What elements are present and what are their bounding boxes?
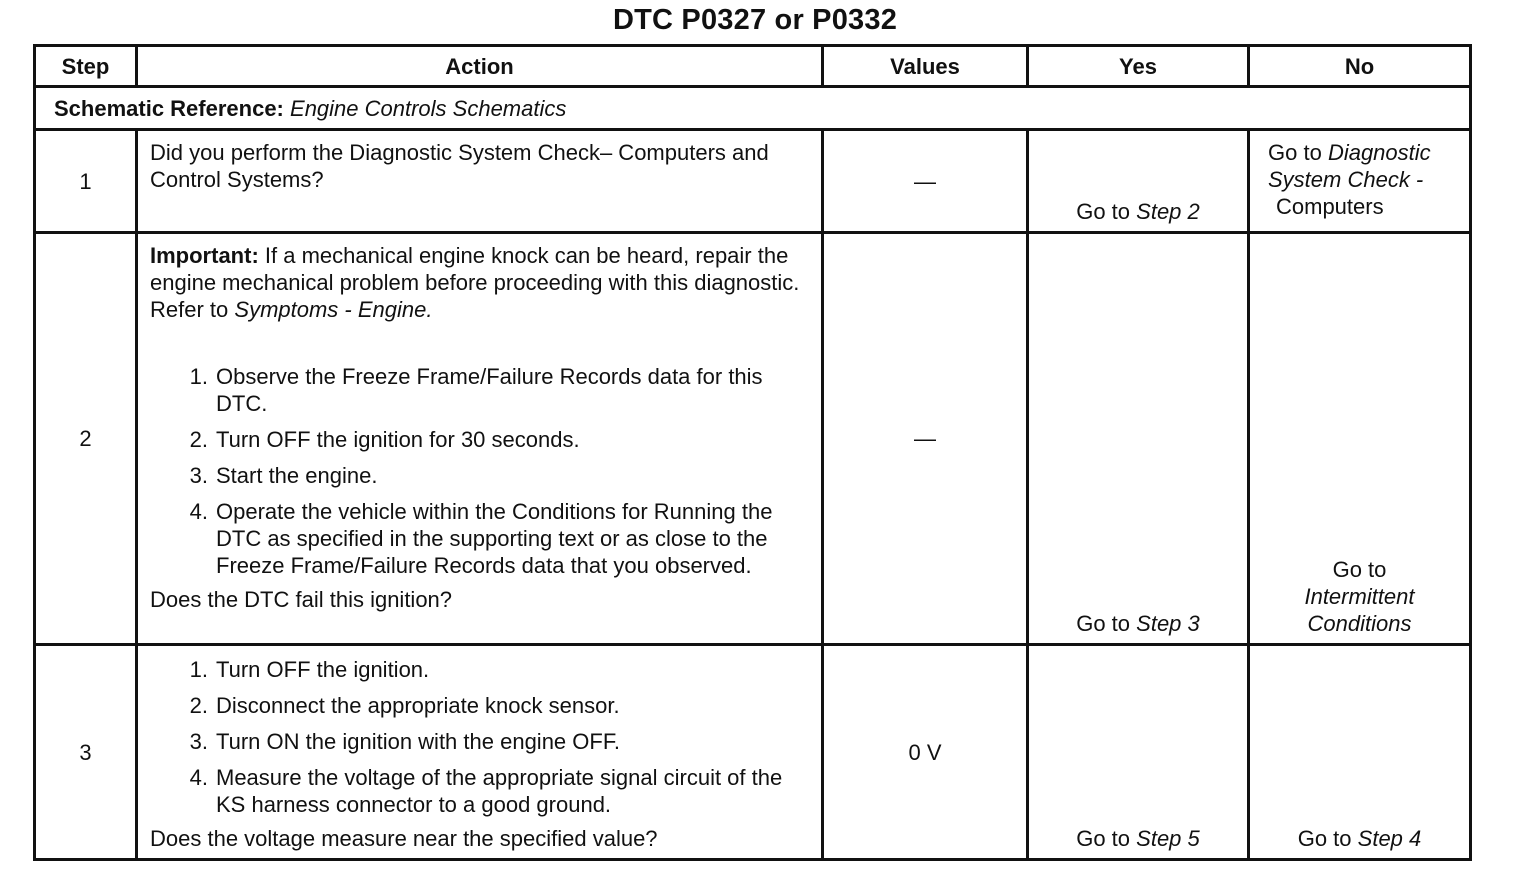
yes-prefix: Go to xyxy=(1076,611,1131,636)
no-prefix: Go to xyxy=(1268,140,1322,165)
values-cell: — xyxy=(823,130,1028,233)
no-cell xyxy=(1249,130,1471,233)
table-row-step-3 xyxy=(35,645,1471,860)
schematic-reference xyxy=(35,87,1471,130)
list-item: 4. Operate the vehicle within the Conditions for Running the DTC as specified in the supporting text or as close to the Freeze Frame/Failure Records data that you observed. xyxy=(189,499,773,578)
values-cell: — xyxy=(823,233,1028,645)
schematic-reference-row xyxy=(35,87,1471,130)
question-text: Does the voltage measure near the specified value? xyxy=(150,826,658,851)
table-row-step-2 xyxy=(35,233,1471,645)
step-number: 1 xyxy=(35,130,137,233)
yes-link[interactable]: Step 2 xyxy=(1136,199,1200,224)
no-link-line2[interactable]: System Check - xyxy=(1268,167,1424,192)
header-step: Step xyxy=(35,46,137,87)
list-item: 2. Turn OFF the ignition for 30 seconds. xyxy=(189,427,580,452)
no-suffix: Computers xyxy=(1276,194,1384,219)
no-link-line1[interactable]: Diagnostic xyxy=(1327,140,1431,165)
diagnostic-table xyxy=(33,44,1472,861)
values-cell: 0 V xyxy=(823,645,1028,860)
important-label: Important: xyxy=(150,243,259,268)
no-cell xyxy=(1249,233,1471,645)
step-number: 3 xyxy=(35,645,137,860)
yes-link[interactable]: Step 3 xyxy=(1136,611,1200,636)
no-prefix: Go to xyxy=(1297,826,1352,851)
list-item: 1. Observe the Freeze Frame/Failure Records data for this DTC. xyxy=(189,364,763,416)
page-title: DTC P0327 or P0332 xyxy=(612,4,898,36)
table-row-step-1 xyxy=(35,130,1471,233)
important-link[interactable]: Symptoms - Engine. xyxy=(234,297,433,322)
procedure-list xyxy=(150,363,811,579)
procedure-list xyxy=(150,656,811,818)
step-number: 2 xyxy=(35,233,137,645)
schematic-reference-label: Schematic Reference: xyxy=(54,95,284,121)
yes-cell xyxy=(1028,645,1249,860)
no-cell xyxy=(1249,645,1471,860)
yes-prefix: Go to xyxy=(1076,826,1131,851)
important-text: If a mechanical engine knock can be heard, repair the engine mechanical problem before proceeding with this diagnostic. Refer to xyxy=(150,243,800,322)
list-item: 1. Turn OFF the ignition. xyxy=(189,657,430,682)
list-item: 3. Start the engine. xyxy=(189,463,378,488)
no-link[interactable]: Step 4 xyxy=(1357,826,1422,851)
action-cell xyxy=(137,645,823,860)
no-link-line1[interactable]: Intermittent xyxy=(1304,584,1415,609)
header-row xyxy=(35,46,1471,87)
question-text: Does the DTC fail this ignition? xyxy=(150,587,453,612)
list-item: 2. Disconnect the appropriate knock sensor. xyxy=(189,693,620,718)
header-yes: Yes xyxy=(1028,46,1249,87)
important-note xyxy=(150,242,811,323)
action-cell xyxy=(137,130,823,233)
schematic-reference-link[interactable]: Engine Controls Schematics xyxy=(290,95,567,121)
no-link-line2[interactable]: Conditions xyxy=(1307,611,1412,636)
no-prefix: Go to xyxy=(1332,557,1387,582)
header-no: No xyxy=(1249,46,1471,87)
header-action: Action xyxy=(137,46,823,87)
header-values: Values xyxy=(823,46,1028,87)
action-text: Did you perform the Diagnostic System Check– Computers and Control Systems? xyxy=(150,140,769,192)
list-item: 3. Turn ON the ignition with the engine OFF. xyxy=(189,729,620,754)
yes-cell xyxy=(1028,233,1249,645)
yes-link[interactable]: Step 5 xyxy=(1136,826,1200,851)
action-cell xyxy=(137,233,823,645)
yes-cell xyxy=(1028,130,1249,233)
list-item: 4. Measure the voltage of the appropriate signal circuit of the KS harness connector to a good ground. xyxy=(189,765,783,817)
yes-prefix: Go to xyxy=(1076,199,1131,224)
